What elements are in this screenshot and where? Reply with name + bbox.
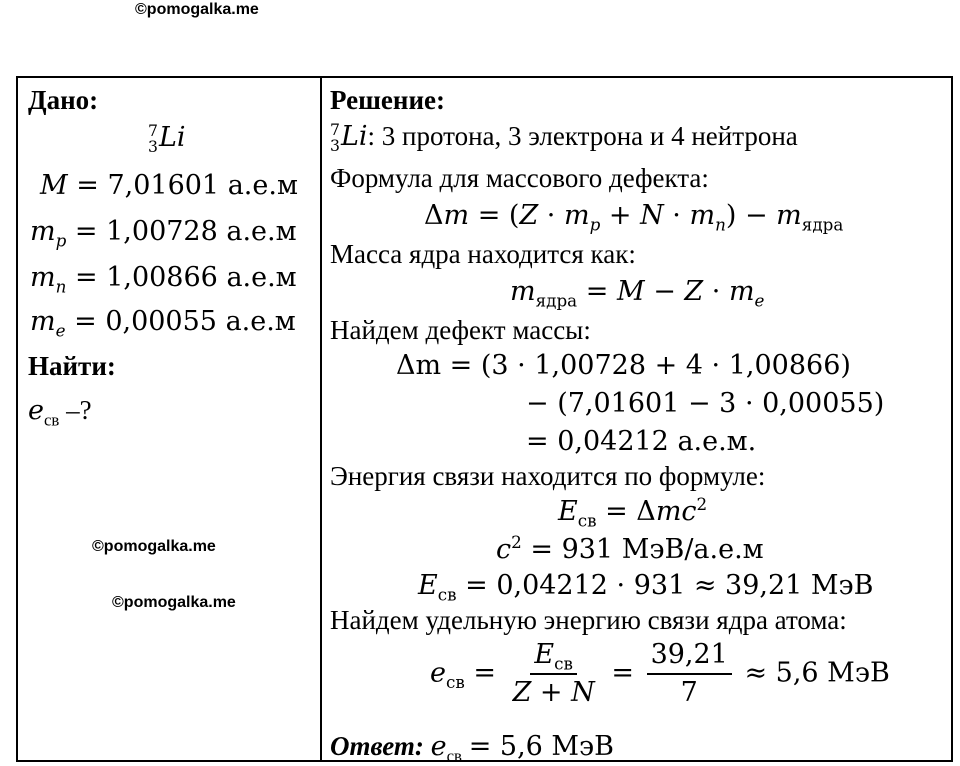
specific-energy-label: Найдем удельную энергию связи ядра атома: [330, 605, 847, 635]
find-value: $e_{св}$ –? [28, 395, 92, 430]
c-squared-line: $c^2 = 931$ МэВ/а.е.м [496, 532, 764, 565]
solution-table [16, 76, 953, 766]
watermark-middle-1: ©pomogalka.me [92, 538, 216, 555]
answer-line: Ответ: $e_{св} = 5,6$ МэВ [330, 731, 615, 766]
energy-label: Энергия связи находится по формуле: [330, 461, 766, 491]
solution-title: Решение: [330, 85, 445, 115]
defect-formula: $\Delta m = (Z \cdot m_p + N \cdot m_n) - m_{ядра}$ [424, 200, 844, 235]
find-title: Найти: [28, 351, 116, 381]
given-row-mn: $m_n = 1,00866$ а.е.м [30, 262, 297, 297]
defect-formula-label: Формула для массового дефекта: [330, 163, 709, 193]
nucleus-mass-formula: $m_{ядра} = M - Z \cdot m_e$ [510, 276, 765, 311]
specific-energy-formula: $e_{св}$ = $\frac{E_{св}}{Z + N}$ = $\frac{39,21}{7}$ ≈ 5,6 МэВ [430, 639, 890, 708]
given-row-mp: $m_p = 1,00728$ а.е.м [30, 216, 297, 251]
nucleus-mass-label: Масса ядра находится как: [330, 239, 636, 269]
given-row-M: M = 7,01601 а.е.м [40, 170, 298, 201]
defect-label: Найдем дефект массы: [330, 315, 591, 345]
given-row-me: $m_e = 0,00055$ а.е.м [30, 306, 296, 341]
fraction-numeric: $\frac{39,21}{7}$ [647, 640, 732, 708]
defect-calc-line3: = 0,04212 а.е.м. [526, 426, 757, 457]
watermark-middle-2: ©pomogalka.me [112, 594, 236, 611]
composition-line: 7 3 Li: 3 протона, 3 электрона и 4 нейтрона [330, 119, 798, 155]
energy-formula: $E_{св} = \Delta mc^2$ [558, 494, 708, 531]
energy-calc: $E_{св} = 0,04212 \cdot 931 \approx 39,21$ МэВ [418, 570, 874, 605]
given-isotope: 7 3 Li [148, 120, 186, 156]
column-divider [320, 78, 322, 760]
watermark-top: ©pomogalka.me [135, 1, 259, 18]
defect-calc-line2: − (7,01601 − 3 · 0,00055) [526, 388, 885, 419]
given-title: Дано: [28, 85, 99, 115]
fraction-symbolic: $\frac{E_{св}}{Z + N}$ [512, 639, 595, 708]
defect-calc-line1: Δm = (3 · 1,00728 + 4 · 1,00866) [396, 350, 851, 381]
